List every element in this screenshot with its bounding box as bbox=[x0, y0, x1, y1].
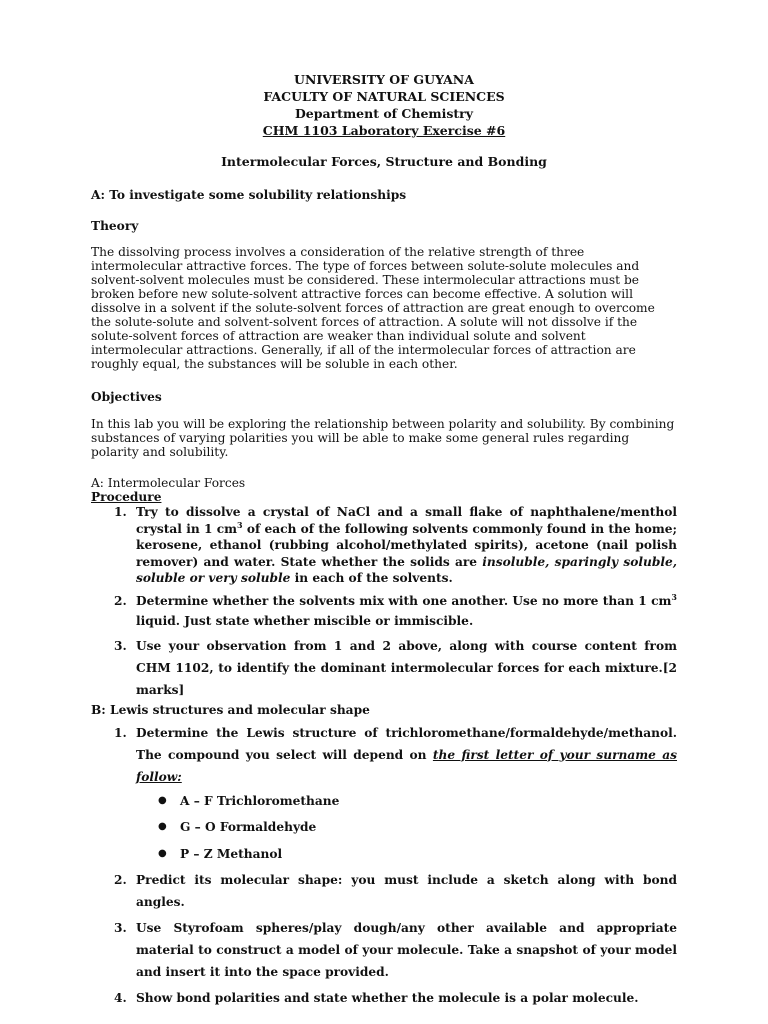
item-number: 3. bbox=[114, 638, 127, 653]
item-number: 1. bbox=[114, 725, 127, 740]
item-number: 3. bbox=[114, 921, 127, 935]
theory-paragraph: The dissolving process involves a consideration of the relative strength of three intermolecular attractive forces. The type of forces between solute-solute molecules and solvent-solvent molecules must be considered. These intermolecular attractions must be broken before new solute-solvent attractive forces can become effective. A solution will dissolve in a solvent if the solute-solvent forces of attraction are great enough to overcome the solute-solute and solvent-solvent forces of attraction. A solute will not dissolve if the solute-solvent forces of attraction are weaker than individual solute and solvent intermolecular attractions. Generally, if all of the intermolecular forces of attraction are roughly equal, the substances will be soluble in each other. bbox=[91, 245, 655, 371]
lewis-item-4: 4. Show bond polarities and state whether the molecule is a polar molecule. bbox=[91, 987, 677, 1009]
bullet-icon: ● bbox=[158, 821, 167, 832]
document-body bbox=[91, 188, 677, 1013]
part-b-heading: B: Lewis structures and molecular shape bbox=[91, 702, 370, 717]
procedure-item-1: 1. Try to dissolve a crystal of NaCl and a small flake of naphthalene/menthol crystal in 1 $cm^3$ of each of the following solvents commonly found in the home; kerosene, ethanol (rubbing alcohol/methylated spirits), acetone (nail polish remover) and water. State whether the solids are insoluble, sparingly soluble, soluble or very soluble in each of the solvents. bbox=[114, 505, 677, 585]
procedure-item-3: 3. Use your observation from 1 and 2 above, along with course content from CHM 1102, to identify the dominant intermolecular forces for each mixture.[2 marks] bbox=[91, 635, 677, 701]
item-number: 4. bbox=[114, 991, 127, 1005]
course-title: CHM 1103 Laboratory Exercise #6 bbox=[262, 123, 506, 138]
document-title: Intermolecular Forces, Structure and Bonding bbox=[221, 154, 547, 169]
surname-rule: the first letter of your surname as follow: bbox=[136, 747, 678, 784]
compound-item: ● A – F Trichloromethane bbox=[136, 790, 677, 813]
university-name: UNIVERSITY OF GUYANA bbox=[294, 72, 474, 87]
procedure-list bbox=[91, 504, 677, 701]
lewis-item-1: 1. Determine the Lewis structure of trichloromethane/formaldehyde/methanol. The compound you select will depend on the first letter of your surname as follow: ● A – F Trichloromethane ● G – O Formaldehyde ● P – Z Methanol bbox=[91, 722, 677, 866]
objectives-heading: Objectives bbox=[91, 390, 162, 404]
document-header bbox=[0, 71, 768, 139]
bullet-icon: ● bbox=[158, 794, 167, 806]
part-a-heading: A: Intermolecular Forces bbox=[91, 476, 246, 490]
compound-item: ● G – O Formaldehyde bbox=[136, 816, 677, 839]
lewis-item-2: 2. Predict its molecular shape: you must include a sketch along with bond angles. bbox=[91, 869, 677, 913]
section-a-heading: A: To investigate some solubility relationships bbox=[91, 188, 407, 202]
bullet-icon: ● bbox=[158, 847, 167, 859]
faculty-name: FACULTY OF NATURAL SCIENCES bbox=[263, 89, 505, 104]
department-name: Department of Chemistry bbox=[294, 106, 474, 121]
procedure-item-2: 2. Determine whether the solvents mix with one another. Use no more than 1 $cm^3$ liquid. Just state whether miscible or immiscible. bbox=[114, 591, 677, 628]
compound-list bbox=[136, 790, 677, 866]
compound-item: ● P – Z Methanol bbox=[136, 843, 677, 866]
item-number: 2. bbox=[114, 873, 127, 887]
solubility-terms: insoluble, sparingly soluble, soluble or very soluble bbox=[136, 554, 677, 585]
lewis-item-3: 3. Use Styrofoam spheres/play dough/any other available and appropriate material to construct a model of your molecule. Take a snapshot of your model and insert it into the space provided. bbox=[91, 917, 677, 983]
lewis-list bbox=[91, 722, 677, 1010]
objectives-paragraph: In this lab you will be exploring the relationship between polarity and solubility. By combining substances of varying polarities you will be able to make some general rules regarding polarity and solubility. bbox=[91, 417, 675, 459]
item-number: 1. bbox=[114, 505, 127, 519]
item-number: 2. bbox=[114, 593, 127, 608]
theory-heading: Theory bbox=[91, 219, 139, 233]
procedure-heading: Procedure bbox=[91, 490, 162, 504]
